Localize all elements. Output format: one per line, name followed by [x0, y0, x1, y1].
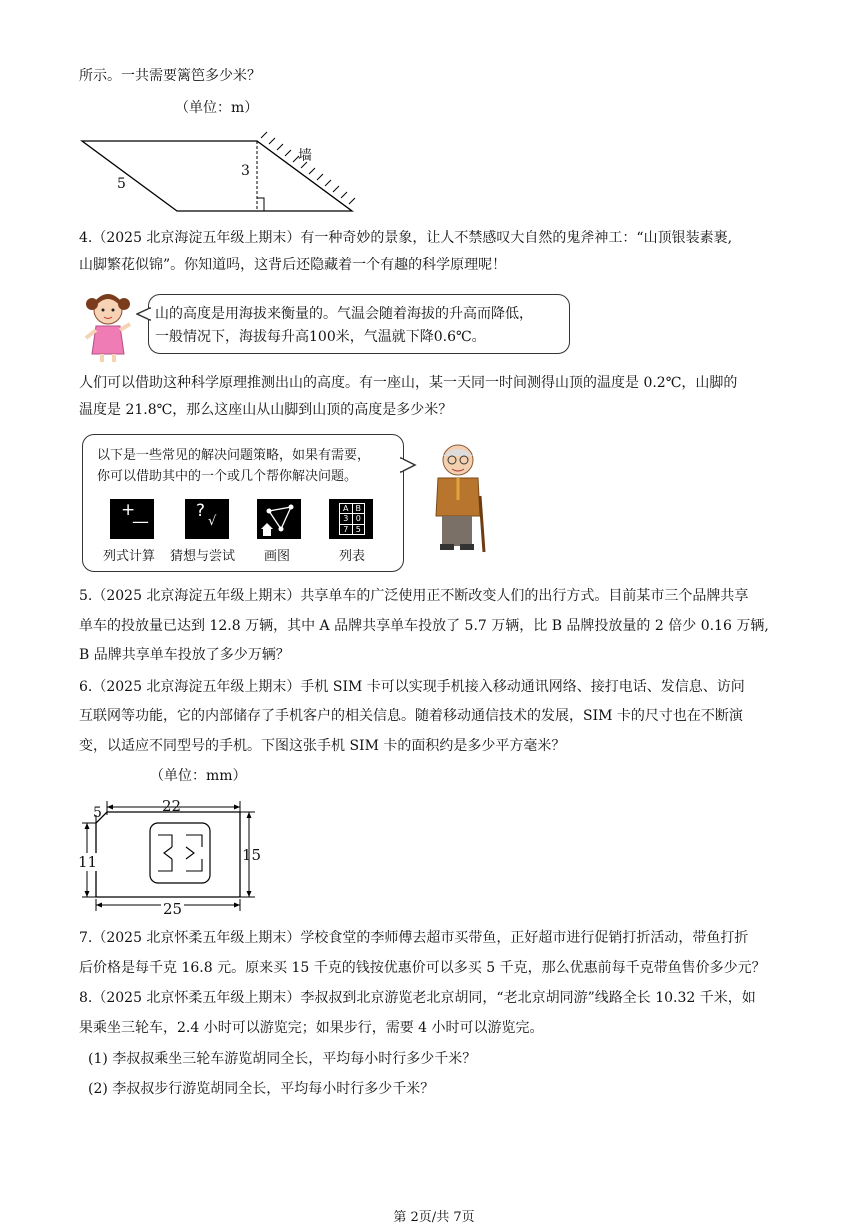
unit-label: （单位：mm）	[150, 768, 247, 784]
plus-minus-icon: + —	[110, 499, 154, 539]
sub-question: (2) 李叔叔步行游览胡同全长，平均每小时行多少千米？	[88, 1081, 435, 1097]
question-6-text: 变，以适应不同型号的手机。下图这张手机 SIM 卡的面积约是多少平方毫米？	[79, 738, 566, 754]
parallelogram-figure	[78, 128, 368, 218]
page-number: 第 2页/共 7页	[393, 1210, 475, 1225]
tool-label: 画图	[264, 549, 291, 564]
grandpa-illustration	[428, 440, 492, 554]
guess-check-icon: ? √	[185, 499, 229, 539]
question-6-text: 6.（2025 北京海淀五年级上期末）手机 SIM 卡可以实现手机接入移动通讯网络、接打电话、发信息、访问	[79, 679, 745, 695]
question-7-text: 7.（2025 北京怀柔五年级上期末）学校食堂的李师傅去超市买带鱼，正好超市进行促销打折活动，带鱼打折	[79, 930, 749, 946]
question-4-text: 人们可以借助这种科学原理推测出山的高度。有一座山，某一天同一时间测得山顶的温度是 0.2℃，山脚的	[79, 375, 738, 391]
drawing-icon	[257, 499, 301, 539]
question-5-text: B 品牌共享单车投放了多少万辆？	[79, 647, 290, 663]
dimension-label-corner: 5	[93, 805, 102, 821]
question-7-text: 后价格是每千克 16.8 元。原来买 15 千克的钱按优惠价可以多买 5 千克，那么优惠前每千克带鱼售价多少元？	[79, 960, 766, 976]
bubble-text: 以下是一些常见的解决问题策略，如果有需要，	[97, 448, 371, 463]
table-cell: 7	[340, 525, 352, 534]
tool-label: 猜想与尝试	[170, 549, 236, 564]
bubble-text: 你可以借助其中的一个或几个帮你解决问题。	[97, 469, 358, 484]
question-4-text: 4.（2025 北京海淀五年级上期末）有一种奇妙的景象，让人不禁感叹大自然的鬼斧神工：“山顶银装素裹,	[79, 230, 733, 246]
bubble-tail	[136, 306, 152, 322]
dimension-label-top: 22	[162, 797, 182, 815]
side-label: 5	[117, 176, 126, 192]
unit-label: （单位：m）	[175, 100, 259, 116]
question-8-text: 果乘坐三轮车，2.4 小时可以游览完；如果步行，需要 4 小时可以游览完。	[79, 1020, 544, 1036]
tool-label: 列式计算	[103, 549, 156, 564]
question-6-text: 互联网等功能，它的内部储存了手机客户的相关信息。随着移动通信技术的发展，SIM 卡的尺寸也在不断演	[79, 708, 743, 724]
question-5-text: 单车的投放量已达到 12.8 万辆，其中 A 品牌共享单车投放了 5.7 万辆，比 B 品牌投放量的 2 倍少 0.16 万辆,	[79, 618, 769, 634]
question-4-text: 温度是 21.8℃，那么这座山从山脚到山顶的高度是多少米？	[79, 402, 453, 418]
bubble-tail	[399, 456, 417, 474]
dimension-label-right: 15	[242, 846, 262, 864]
sub-question: (1) 李叔叔乘坐三轮车游览胡同全长，平均每小时行多少千米？	[88, 1051, 477, 1067]
question-text: 所示。一共需要篱笆多少米？	[79, 68, 261, 84]
wall-label: 墙	[298, 148, 312, 164]
speech-bubble	[148, 294, 570, 354]
tool-label: 列表	[339, 549, 366, 564]
question-8-text: 8.（2025 北京怀柔五年级上期末）李叔叔到北京游览老北京胡同，“老北京胡同游”线路全长 10.32 千米，如	[79, 990, 756, 1006]
girl-illustration	[80, 290, 136, 362]
dimension-label-bottom: 25	[163, 900, 183, 918]
table-icon	[329, 499, 373, 539]
table-cell: 0	[353, 514, 365, 523]
bubble-text: 一般情况下，海拔每升高100米，气温就下降0.6℃。	[155, 329, 486, 345]
question-4-text: 山脚繁花似锦”。你知道吗，这背后还隐藏着一个有趣的科学原理呢！	[79, 257, 507, 273]
bubble-text: 山的高度是用海拔来衡量的。气温会随着海拔的升高而降低，	[155, 306, 533, 322]
strategy-bubble	[82, 434, 404, 572]
table-cell: 3	[340, 514, 352, 523]
table-cell: 5	[353, 525, 365, 534]
dimension-label-left: 11	[78, 853, 98, 871]
table-cell: A	[340, 504, 352, 513]
height-label: 3	[241, 163, 250, 179]
question-5-text: 5.（2025 北京海淀五年级上期末）共享单车的广泛使用正不断改变人们的出行方式。目前某市三个品牌共享	[79, 588, 749, 604]
table-cell: B	[353, 504, 365, 513]
